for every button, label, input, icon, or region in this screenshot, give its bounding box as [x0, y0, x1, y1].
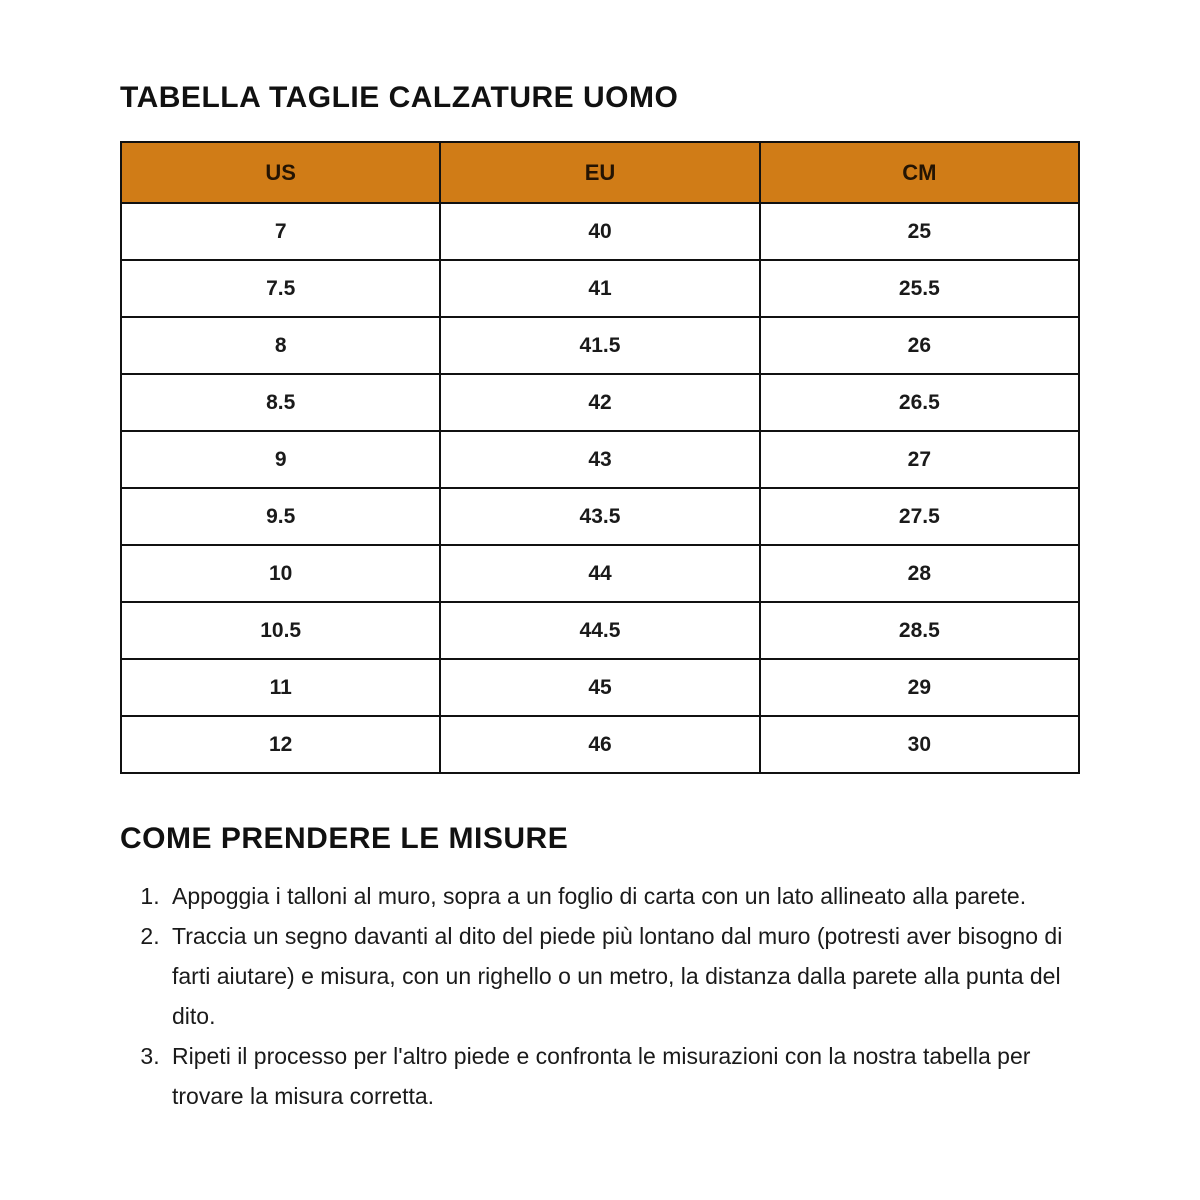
table-cell: 8.5: [121, 374, 440, 431]
size-table-column-header: CM: [760, 142, 1079, 203]
table-cell: 12: [121, 716, 440, 773]
table-row: [121, 488, 1079, 545]
table-cell: 41: [440, 260, 759, 317]
table-row: [121, 260, 1079, 317]
table-cell: 29: [760, 659, 1079, 716]
table-cell: 7.5: [121, 260, 440, 317]
table-cell: 27.5: [760, 488, 1079, 545]
table-cell: 46: [440, 716, 759, 773]
table-cell: 27: [760, 431, 1079, 488]
size-table-title: TABELLA TAGLIE CALZATURE UOMO: [120, 81, 679, 114]
size-table-column-header: EU: [440, 142, 759, 203]
size-table-header-row: [121, 142, 1079, 203]
table-cell: 43.5: [440, 488, 759, 545]
table-cell: 44.5: [440, 602, 759, 659]
instruction-step: 3. Ripeti il processo per l'altro piede e confronta le misurazioni con la nostra tabella per trovare la misura corretta.: [166, 1036, 1080, 1116]
size-table-body: [121, 203, 1079, 773]
table-row: [121, 431, 1079, 488]
instruction-step: 1. Appoggia i talloni al muro, sopra a un foglio di carta con un lato allineato alla parete.: [166, 876, 1080, 916]
table-cell: 7: [121, 203, 440, 260]
instruction-step: 2. Traccia un segno davanti al dito del piede più lontano dal muro (potresti aver bisogno di farti aiutare) e misura, con un righello o un metro, la distanza dalla parete alla punta del dito.: [166, 916, 1080, 1036]
table-cell: 25: [760, 203, 1079, 260]
table-cell: 9.5: [121, 488, 440, 545]
table-cell: 9: [121, 431, 440, 488]
table-cell: 40: [440, 203, 759, 260]
table-row: [121, 716, 1079, 773]
table-row: [121, 545, 1079, 602]
table-cell: 28: [760, 545, 1079, 602]
table-cell: 42: [440, 374, 759, 431]
table-cell: 45: [440, 659, 759, 716]
table-cell: 28.5: [760, 602, 1079, 659]
table-cell: 44: [440, 545, 759, 602]
table-cell: 8: [121, 317, 440, 374]
table-row: [121, 602, 1079, 659]
table-row: [121, 317, 1079, 374]
table-cell: 41.5: [440, 317, 759, 374]
table-row: [121, 203, 1079, 260]
size-table-column-header: US: [121, 142, 440, 203]
table-cell: 43: [440, 431, 759, 488]
table-row: [121, 374, 1079, 431]
table-cell: 26.5: [760, 374, 1079, 431]
table-cell: 25.5: [760, 260, 1079, 317]
size-table: [120, 141, 1080, 774]
table-cell: 30: [760, 716, 1079, 773]
size-table-head: [121, 142, 1079, 203]
table-cell: 10: [121, 545, 440, 602]
table-cell: 10.5: [121, 602, 440, 659]
document-content: [0, 83, 1200, 1116]
table-cell: 11: [121, 659, 440, 716]
table-cell: 26: [760, 317, 1079, 374]
instructions-title: COME PRENDERE LE MISURE: [120, 822, 569, 855]
instructions-list: [120, 876, 1080, 1116]
table-row: [121, 659, 1079, 716]
